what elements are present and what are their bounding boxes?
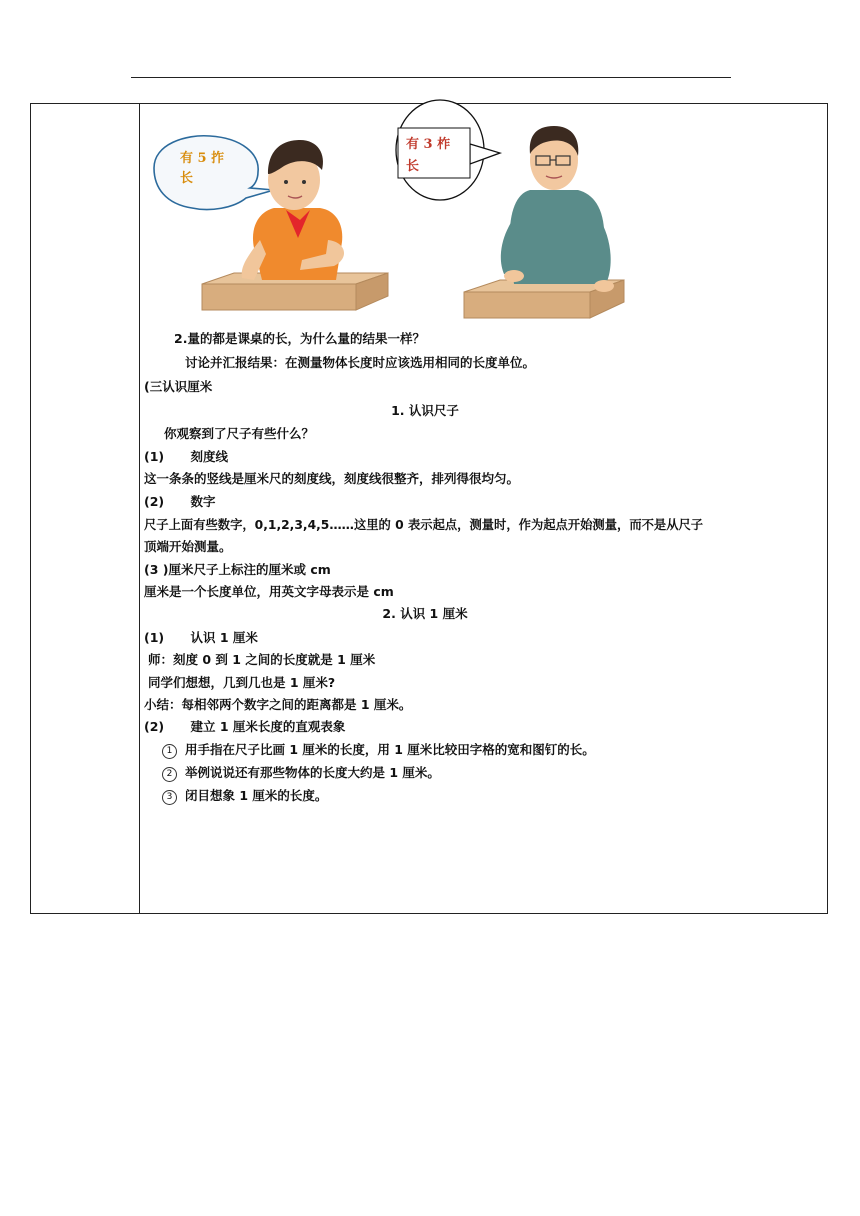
teacher-illustration <box>390 98 630 324</box>
list-item <box>162 765 440 782</box>
students-question: 同学们想想，几到几也是 1 厘米? <box>148 675 336 690</box>
step-1-title: 认识 1 厘米 <box>190 630 258 645</box>
list-item <box>162 742 595 759</box>
circled-number: 2 <box>162 767 177 782</box>
teacher-bubble-line2: 长 <box>406 159 420 174</box>
step-1 <box>144 630 258 646</box>
point-3: (3 )厘米尺子上标注的厘米或 cm <box>144 562 331 577</box>
point-2-text-a: 尺子上面有些数字，0,1,2,3,4,5……这里的 0 表示起点，测量时，作为起点开始测量，而不是从尺子 <box>144 518 704 532</box>
list-item <box>162 788 327 805</box>
list-item-text: 闭目想象 1 厘米的长度。 <box>185 788 328 803</box>
heading-know-ruler: 1. 认识尺子 <box>391 403 459 418</box>
question-2: 2.量的都是课桌的长，为什么量的结果一样？ <box>174 331 425 346</box>
point-1-label: (1) <box>144 449 165 464</box>
boy-bubble-line1: 有 5 拃 <box>180 151 225 166</box>
observe-question: 你观察到了尺子有些什么？ <box>164 426 315 441</box>
step-2 <box>144 719 345 735</box>
left-cell <box>31 104 139 913</box>
point-3-text: 厘米是一个长度单位，用英文字母表示是 cm <box>144 584 394 599</box>
header-rule <box>131 77 731 78</box>
point-1-title: 刻度线 <box>190 449 228 464</box>
step-2-title: 建立 1 厘米长度的直观表象 <box>190 719 346 734</box>
section-3-heading: (三认识厘米 <box>144 379 213 394</box>
summary: 小结：每相邻两个数字之间的距离都是 1 厘米。 <box>144 697 412 712</box>
list-item-text: 用手指在尺子比画 1 厘米的长度，用 1 厘米比较田字格的宽和图钉的长。 <box>185 742 595 757</box>
point-2-text-b: 顶端开始测量。 <box>144 539 232 554</box>
circled-number: 3 <box>162 790 177 805</box>
boy-bubble-line2: 长 <box>180 171 194 186</box>
boy-illustration <box>150 130 390 320</box>
discussion-result: 讨论并汇报结果：在测量物体长度时应该选用相同的长度单位。 <box>185 355 536 370</box>
teacher-bubble-line1: 有 3 柞 <box>406 137 451 152</box>
point-2-title: 数字 <box>190 494 216 509</box>
step-2-label: (2) <box>144 719 165 734</box>
column-divider <box>139 104 140 913</box>
circled-number: 1 <box>162 744 177 759</box>
heading-know-1cm: 2. 认识 1 厘米 <box>382 606 468 621</box>
point-1 <box>144 449 228 465</box>
list-item-text: 举例说说还有那些物体的长度大约是 1 厘米。 <box>185 765 440 780</box>
point-2 <box>144 494 216 510</box>
step-1-label: (1) <box>144 630 165 645</box>
teacher-line: 师：刻度 0 到 1 之间的长度就是 1 厘米 <box>148 652 376 667</box>
point-2-label: (2) <box>144 494 165 509</box>
point-1-text: 这一条条的竖线是厘米尺的刻度线，刻度线很整齐，排列得很均匀。 <box>144 471 520 486</box>
